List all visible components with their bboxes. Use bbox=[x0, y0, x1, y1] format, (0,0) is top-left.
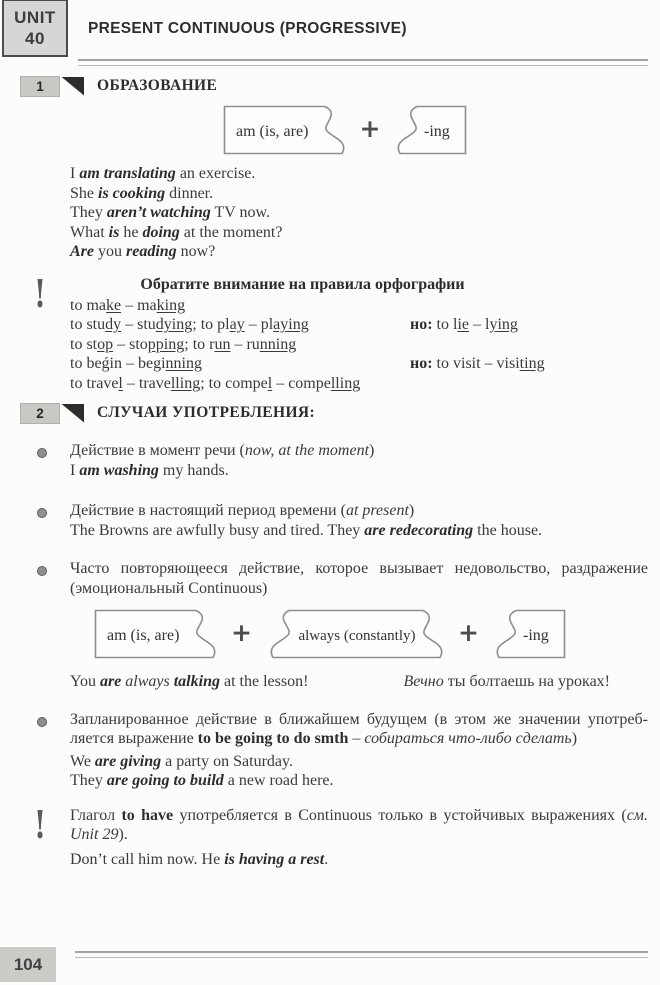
example-sentence: Don’t call him now. He is having a rest. bbox=[70, 850, 329, 868]
plus-icon: + bbox=[231, 618, 252, 647]
plus-icon: + bbox=[458, 618, 479, 647]
bullet-icon bbox=[37, 508, 47, 518]
spelling-row bbox=[70, 354, 648, 374]
formation-examples bbox=[70, 164, 648, 262]
usage-bullet-2 bbox=[70, 501, 648, 540]
emotional-continuous-examples bbox=[70, 672, 648, 692]
puzzle-piece-be-icon bbox=[223, 105, 353, 155]
example-sentence: What is he doing at the moment? bbox=[70, 223, 283, 241]
usage-description: Часто повторяющееся действие, которое вызывает недовольство, раздражение (эмоциональный Continuous) bbox=[70, 560, 648, 597]
section-triangle-icon bbox=[61, 77, 84, 96]
exclamation-icon: ! bbox=[34, 270, 47, 316]
spelling-exception: но: to lie – lying bbox=[410, 316, 518, 333]
spelling-rule: to travel – travelling; to compel – compelling bbox=[70, 374, 361, 392]
spelling-row bbox=[70, 374, 648, 394]
svg-text:always (constantly): always (constantly) bbox=[298, 628, 416, 644]
section-number-badge: 2 bbox=[20, 403, 60, 424]
example-sentence: I am washing my hands. bbox=[70, 461, 229, 479]
example-sentence: They aren’t watching TV now. bbox=[70, 204, 271, 221]
bullet-icon bbox=[37, 717, 47, 727]
spelling-exception: но: to visit – visiting bbox=[410, 355, 545, 372]
puzzle-piece-ing-icon bbox=[486, 609, 566, 659]
example-sentence: Are you reading now? bbox=[70, 243, 216, 260]
spelling-note bbox=[0, 270, 660, 394]
example-sentence: We are giving a party on Saturday. bbox=[70, 752, 293, 770]
unit-label: UNIT bbox=[14, 7, 56, 27]
spelling-rule: to stop – stopping; to run – running bbox=[70, 335, 297, 353]
svg-text:-ing: -ing bbox=[522, 627, 549, 644]
bullet-icon bbox=[37, 566, 47, 576]
puzzle-piece-always-icon bbox=[259, 609, 451, 659]
example-sentence: They are going to build a new road here. bbox=[70, 772, 334, 789]
spelling-note-title: Обратите внимание на правила орфографии bbox=[140, 275, 465, 293]
spelling-row bbox=[70, 335, 648, 355]
spelling-row bbox=[70, 296, 648, 316]
to-have-note bbox=[0, 801, 660, 870]
usage-bullet-1 bbox=[70, 441, 648, 480]
example-sentence: I am translating an exercise. bbox=[70, 165, 256, 182]
usage-bullet-3 bbox=[70, 559, 648, 598]
unit-number: 40 bbox=[25, 29, 45, 48]
section-1-title: ОБРАЗОВАНИЕ bbox=[97, 77, 218, 94]
usage-description: Действие в настоящий период времени (at present) bbox=[70, 502, 415, 519]
usage-bullet-4 bbox=[70, 710, 648, 791]
page-content bbox=[0, 72, 660, 869]
exclamation-icon: ! bbox=[34, 801, 47, 847]
emotional-continuous-formula-diagram bbox=[0, 609, 660, 659]
section-2-title: СЛУЧАИ УПОТРЕБЛЕНИЯ: bbox=[97, 404, 316, 421]
spelling-row bbox=[70, 315, 648, 335]
spelling-rule: to make – making bbox=[70, 296, 186, 314]
puzzle-piece-ing-icon bbox=[387, 105, 467, 155]
header-divider bbox=[78, 59, 648, 66]
footer-divider bbox=[75, 951, 648, 958]
puzzle-piece-be-icon bbox=[94, 609, 224, 659]
bullet-icon bbox=[37, 448, 47, 458]
formation-formula-diagram bbox=[0, 105, 660, 155]
usage-description: Запланированное действие в ближайшем будущем (в этом же значении употребляется выражение to be going to do smth – собираться что-либо сделать) bbox=[70, 710, 648, 747]
page-number: 104 bbox=[0, 947, 56, 982]
svg-text:-ing: -ing bbox=[424, 123, 451, 140]
section-1-header bbox=[20, 76, 660, 96]
example-sentence-english: You are always talking at the lesson! bbox=[70, 673, 309, 690]
example-sentence: She is cooking dinner. bbox=[70, 184, 214, 202]
unit-badge bbox=[2, 0, 68, 57]
page-title: PRESENT CONTINUOUS (PROGRESSIVE) bbox=[88, 20, 407, 37]
section-number-badge: 1 bbox=[20, 76, 60, 97]
svg-text:am (is, are): am (is, are) bbox=[107, 627, 180, 644]
spelling-rule: to beǵin – beginning bbox=[70, 355, 202, 372]
usage-description: Действие в момент речи (now, at the moment) bbox=[70, 442, 375, 459]
example-sentence-russian: Вечно ты болтаешь на уроках! bbox=[403, 673, 610, 690]
spelling-rules-table bbox=[70, 296, 648, 394]
plus-icon: + bbox=[359, 114, 381, 143]
example-sentence: The Browns are awfully busy and tired. They are redecorating the house. bbox=[70, 521, 543, 539]
svg-text:am (is, are): am (is, are) bbox=[235, 123, 308, 140]
section-triangle-icon bbox=[61, 404, 84, 423]
section-2-header bbox=[20, 403, 660, 423]
note-description: Глагол to have употребляется в Continuous только в устойчивых выражениях (см. Unit 29). bbox=[70, 806, 648, 843]
spelling-rule: to study – studying; to play – playing bbox=[70, 316, 309, 333]
